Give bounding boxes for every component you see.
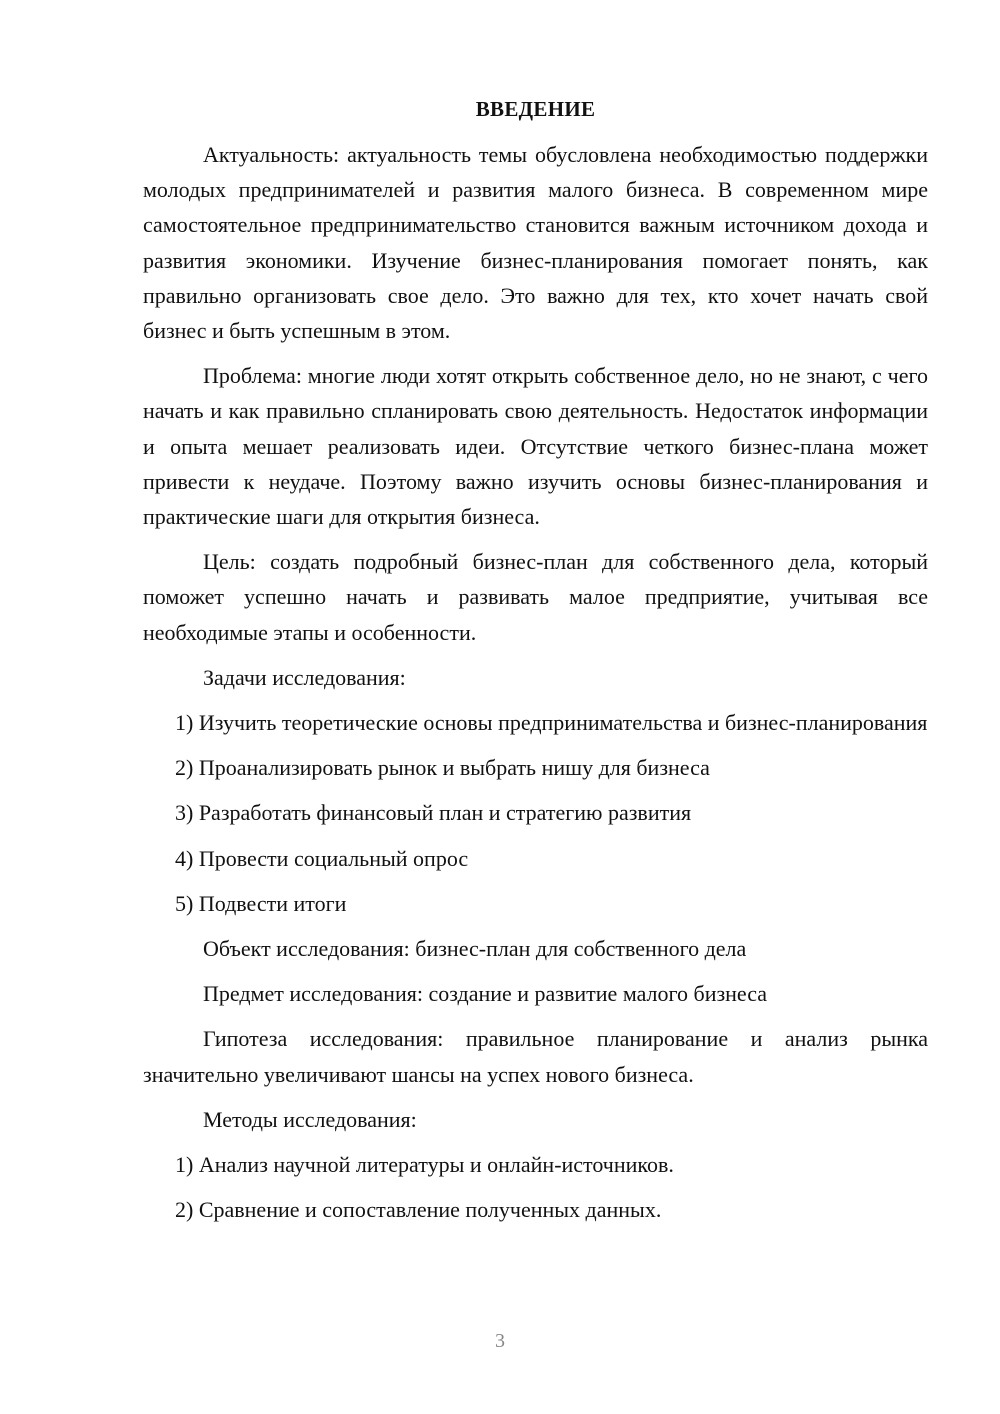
relevance-paragraph: Актуальность: актуальность темы обусловлена необходимостью поддержки молодых предпринимателей и развития малого бизнеса. В современном мире самостоятельное предпринимательство становится важным источником дохода и развития экономики. Изучение бизнес-планирования помогает понять, как правильно организовать свое дело. Это важно для тех, кто хочет начать свой бизнес и быть успешным в этом. (143, 142, 928, 344)
document-page (143, 92, 928, 1237)
task-item: 3) Разработать финансовый план и стратегию развития (175, 800, 692, 826)
subject-paragraph: Предмет исследования: создание и развитие малого бизнеса (203, 981, 768, 1007)
task-item: 4) Провести социальный опрос (175, 845, 469, 871)
page-number: 3 (495, 1330, 505, 1352)
hypothesis-paragraph: Гипотеза исследования: правильное планирование и анализ рынка значительно увеличивают шансы на успех нового бизнеса. (143, 1026, 928, 1087)
task-item: 5) Подвести итоги (175, 890, 347, 916)
method-item: 1) Анализ научной литературы и онлайн-источников. (175, 1152, 674, 1178)
goal-paragraph: Цель: создать подробный бизнес-план для собственного дела, который поможет успешно начать и развивать малое предприятие, учитывая все необходимые этапы и особенности. (143, 549, 928, 645)
problem-paragraph: Проблема: многие люди хотят открыть собственное дело, но не знают, с чего начать и как правильно спланировать свою деятельность. Недостаток информации и опыта мешает реализовать идеи. Отсутствие четкого бизнес-плана может привести к неудаче. Поэтому важно изучить основы бизнес-планирования и практические шаги для открытия бизнеса. (143, 363, 928, 530)
task-item: 1) Изучить теоретические основы предпринимательства и бизнес-планирования (175, 710, 928, 736)
methods-heading: Методы исследования: (203, 1106, 417, 1132)
method-item: 2) Сравнение и сопоставление полученных данных. (175, 1197, 662, 1223)
document-title: ВВЕДЕНИЕ (475, 97, 596, 121)
tasks-heading: Задачи исследования: (203, 664, 406, 690)
object-paragraph: Объект исследования: бизнес-план для собственного дела (203, 936, 747, 962)
task-item: 2) Проанализировать рынок и выбрать нишу для бизнеса (175, 755, 710, 781)
